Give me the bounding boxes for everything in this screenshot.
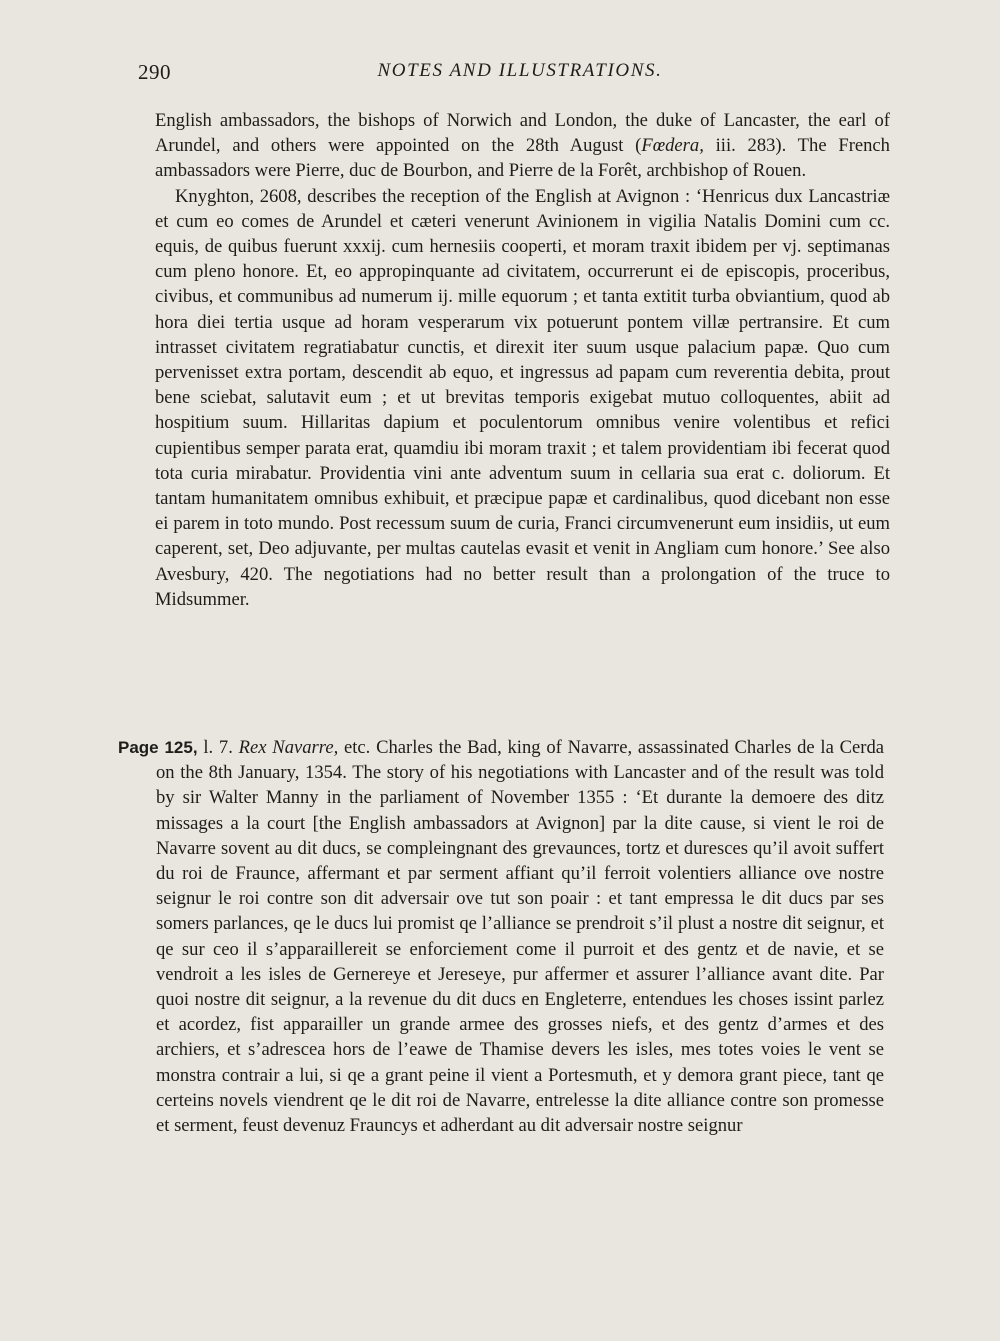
- note-text: etc. Charles the Bad, king of Navarre, assassinated Charles de la Cerda on the 8th January, 1354. The story of his negotiations with Lancaster and of the result was told by sir Walter Manny in the parliament of November 1355 : ‘Et durante la demoere des ditz missages a la court [the English ambassadors at Avignon] par la dite cause, si vient le roi de Navarre sovent au dit ducs, se compleingnant des grevaunces, tortz et duresces qu’il avoit suffert du roi de Fraunce, affermant et par serment affiant qu’il ferroit volentiers alliance ove nostre seignur le roi contre son dit adversair ove tut son poair : et tant empressa le dit ducs par ses somers parlances, qe le ducs lui promist qe l’alliance se prendroit s’il plust a nostre dit seignur, et qe sur ceo il s’apparaillereit se enforciement come il purroit et des gentz et de navie, et se vendroit a les isles de Gernereye et Jereseye, pur affermer et assurer l’alliance avant dite. Par quoi nostre dit seignur, a la revenue du dit ducs en Engleterre, entendues les choses issint parlez et acordez, fist apparailler un grande armee des grosses niefs, et des gentz d’armes et des archiers, et s’adrescea hors de l’eawe de Thamise devers les isles, mes totes voies le vent se monstra contrair a lui, si qe a grant peine il vient a Portesmuth, et y demora grant piece, tant qe certeins novels viendrent qe le dit roi de Navarre, entrelesse la dite alliance contre son promesse et serment, feust devenuz Frauncys et adherdant au dit adversair nostre seignur: [156, 737, 884, 1137]
- paragraph-knyghton: Knyghton, 2608, describes the reception of the English at Avignon : ‘Henricus dux Lancastriæ et cum eo comes de Arundel et cæteri venerunt Avinionem in vigilia Natalis Domini cum cc. equis, de quibus fuerunt xxxij. cum hernesiis cooperti, et moram traxit ibidem per vj. septimanas cum pleno honore. Et, eo appropinquante ad civitatem, occurrerunt ei de episcopis, proceribus, civibus, et communibus ad numerum ij. mille equorum ; et tanta extitit turba obviantium, quod ab hora diei tertia usque ad horam vesperarum vix potuerunt pontem villæ pertransire. Et cum intrasset civitatem regratiabatur cunctis, et direxit iter suum usque palacium papæ. Quo cum pervenisset extra portam, descendit ab equo, et ingressus ad papam cum reverentia debita, prout bene sciebat, salutavit eum ; et ut brevitas temporis exigebat mutuo colloquentes, abiit ad hospitium suum. Hillaritas dapium et poculentorum omnibus venire volentibus et refici cupientibus semper parata erat, quamdiu ibi moram traxit ; et talem providentiam ibi fecerat quod tota curia mirabatur. Providentia vini ante adventum suum in cellaria sua erat c. doliorum. Et tantam humanitatem omnibus exhibuit, et præcipue papæ et cardinalibus, quod dicebant non esse ei parem in toto mundo. Post recessum suum de curia, Franci circumvenerunt eum insidiis, ut eum caperent, set, Deo adjuvante, per multas cautelas evasit et venit in Angliam cum honore.’ See also Avesbury, 420. The negotiations had no better result than a prolongation of the truce to Midsummer.: [155, 185, 890, 610]
- note-page-125: [118, 735, 884, 1138]
- note-lemma: Rex Navarre,: [238, 737, 339, 758]
- para1-text-start: English ambassadors, the bishops of Norwich and London, the duke of Lancaster, the earl of Arundel, and others were appointed on the 28th August (: [155, 110, 890, 157]
- main-text: [155, 108, 890, 612]
- note-paragraph: [118, 735, 884, 1138]
- header-title: NOTES AND ILLUSTRATIONS.: [377, 60, 663, 81]
- running-head: [138, 60, 890, 90]
- paragraph-ambassadors: [155, 108, 890, 184]
- para1-text-end: iii. 283). The French ambassadors were Pierre, duc de Bourbon, and Pierre de la Forêt, archbishop of Rouen.: [155, 135, 890, 182]
- note-line-ref: l. 7.: [197, 737, 239, 758]
- note-reference: Page 125,: [118, 738, 198, 757]
- para1-citation: Fœdera,: [641, 135, 704, 157]
- page-number: 290: [138, 60, 171, 84]
